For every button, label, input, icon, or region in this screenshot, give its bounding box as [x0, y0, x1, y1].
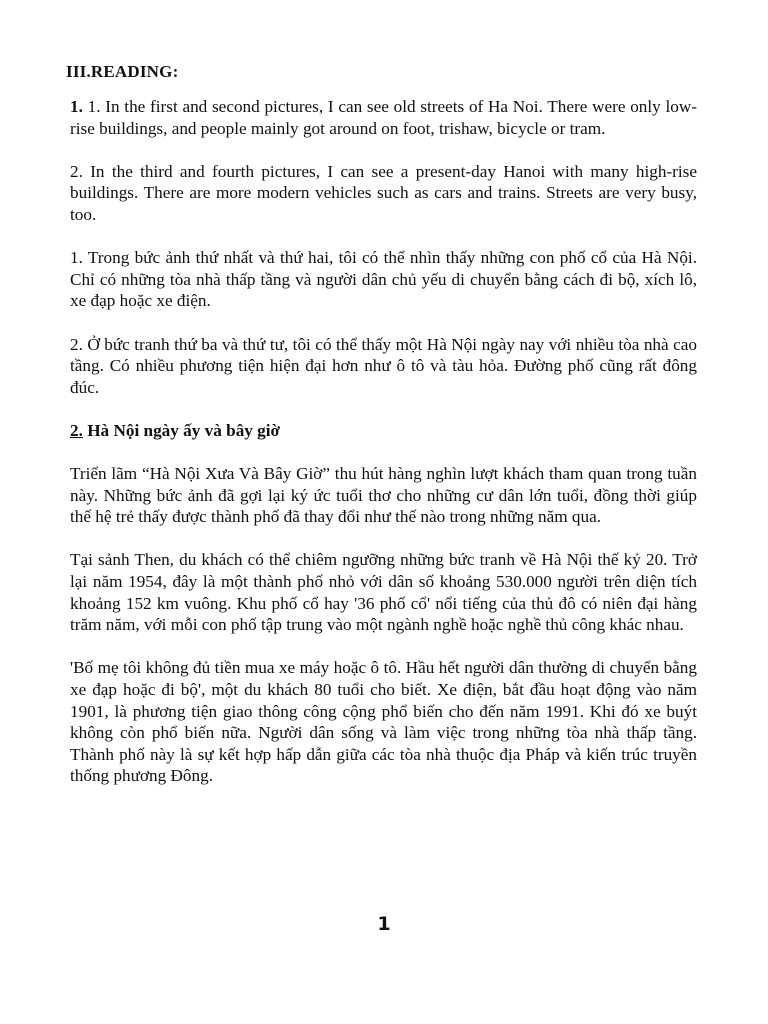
paragraph-vi-2: 2. Ở bức tranh thứ ba và thứ tư, tôi có thể thấy một Hà Nội ngày nay với nhiều tòa nhà cao tầng. Có nhiều phương tiện hiện đại hơn như ô tô và tàu hỏa. Đường phố cũng rất đông đúc. [70, 334, 697, 397]
section-title: III.READING: [66, 62, 179, 81]
paragraph-en-1 [70, 96, 697, 139]
paragraph-en-2: 2. In the third and fourth pictures, I can see a present-day Hanoi with many high-rise buildings. There are more modern vehicles such as cars and trains. Streets are very busy, too. [70, 161, 697, 224]
part-2-heading [70, 420, 697, 442]
paragraph-vi-1: 1. Trong bức ảnh thứ nhất và thứ hai, tôi có thể nhìn thấy những con phố cổ của Hà Nội. Chỉ có những tòa nhà thấp tầng và người dân chủ yếu di chuyển bằng cách đi bộ, xích lô, xe đạp hoặc xe điện. [70, 248, 697, 311]
page-number: 1 [377, 913, 391, 935]
document-body [70, 96, 697, 809]
part-2-title: Hà Nội ngày ấy và bây giờ [87, 420, 281, 440]
paragraph-hall: Tại sảnh Then, du khách có thể chiêm ngưỡng những bức tranh về Hà Nội thế kỷ 20. Trở lại năm 1954, đây là một thành phố nhỏ với dân số khoảng 530.000 người trên diện tích khoảng 152 km vuông. Khu phố cổ hay '36 phố cổ' nổi tiếng của thủ đô có niên đại hàng trăm năm, với mỗi con phố tập trung vào một ngành nghề hoặc nghề thủ công khác nhau. [70, 550, 697, 635]
paragraph-en-1-text: 1. In the first and second pictures, I can see old streets of Ha Noi. There were only low-rise buildings, and people mainly got around on foot, trishaw, bicycle or tram. [70, 97, 697, 138]
paragraph-transport: 'Bố mẹ tôi không đủ tiền mua xe máy hoặc ô tô. Hầu hết người dân thường di chuyển bằng xe đạp hoặc đi bộ', một du khách 80 tuổi cho biết. Xe điện, bắt đầu hoạt động vào năm 1901, là phương tiện giao thông công cộng phổ biến cho đến năm 1991. Khi đó xe buýt không còn phổ biến nữa. Người dân sống và làm việc trong những tòa nhà thấp tầng. Thành phố này là sự kết hợp hấp dẫn giữa các tòa nhà thuộc địa Pháp và kiến trúc truyền thống phương Đông. [70, 658, 697, 786]
part-1-number: 1. [70, 97, 83, 116]
part-2-number: 2. [70, 420, 83, 440]
paragraph-exhibition: Triển lãm “Hà Nội Xưa Và Bây Giờ” thu hút hàng nghìn lượt khách tham quan trong tuần này. Những bức ảnh đã gợi lại ký ức tuổi thơ cho những cư dân lớn tuổi, đồng thời giúp thế hệ trẻ thấy được thành phố đã thay đổi như thế nào trong những năm qua. [70, 464, 697, 527]
